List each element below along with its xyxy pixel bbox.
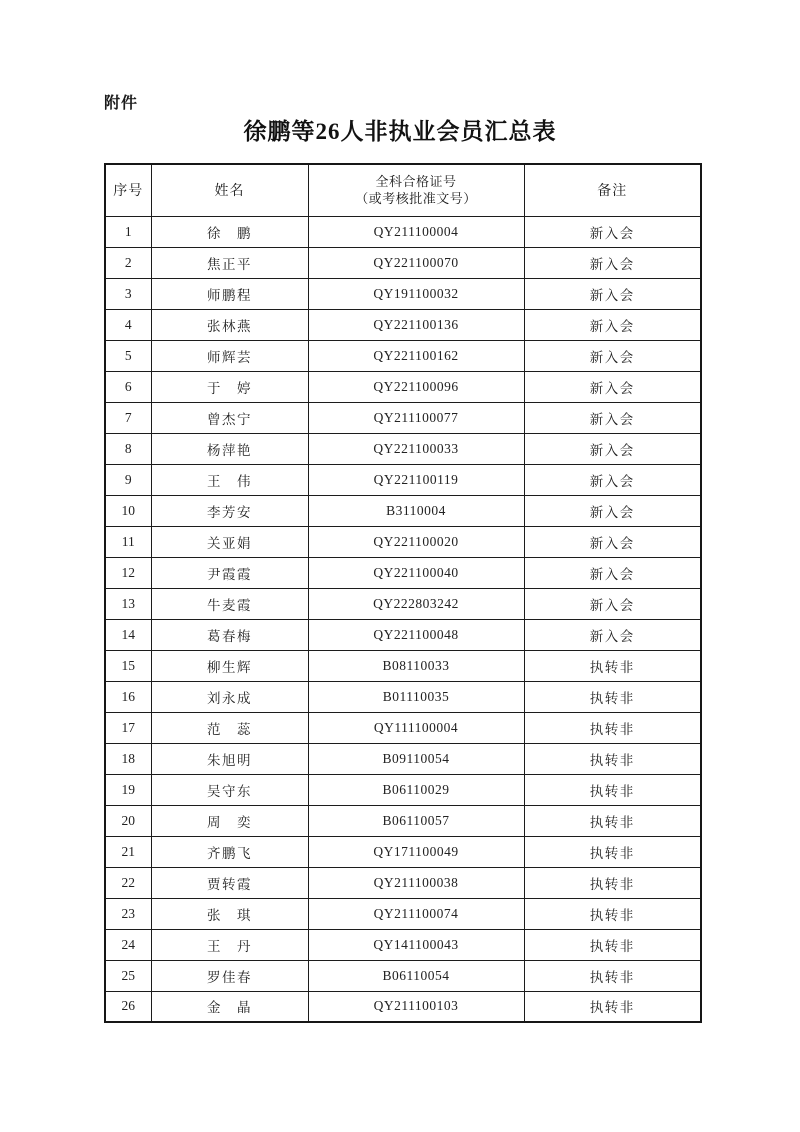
table-row <box>105 309 701 340</box>
row-number: 5 <box>105 340 151 371</box>
certificate-number: QY221100040 <box>308 557 524 588</box>
row-number: 14 <box>105 619 151 650</box>
table-row <box>105 402 701 433</box>
table-row <box>105 557 701 588</box>
row-number: 6 <box>105 371 151 402</box>
row-number: 25 <box>105 960 151 991</box>
header-serial-number: 序号 <box>105 164 151 216</box>
table-row <box>105 898 701 929</box>
table-row <box>105 433 701 464</box>
row-number: 13 <box>105 588 151 619</box>
member-name: 焦正平 <box>151 247 308 278</box>
certificate-number: QY221100070 <box>308 247 524 278</box>
certificate-number: QY222803242 <box>308 588 524 619</box>
row-number: 2 <box>105 247 151 278</box>
remark-value: 执转非 <box>524 712 701 743</box>
members-table <box>104 163 702 1023</box>
remark-value: 新入会 <box>524 216 701 247</box>
member-name: 范 蕊 <box>151 712 308 743</box>
member-name: 张 琪 <box>151 898 308 929</box>
certificate-number: B06110054 <box>308 960 524 991</box>
row-number: 22 <box>105 867 151 898</box>
certificate-number: B09110054 <box>308 743 524 774</box>
header-row <box>105 164 701 216</box>
member-name: 于 婷 <box>151 371 308 402</box>
member-name: 师鹏程 <box>151 278 308 309</box>
header-name: 姓名 <box>151 164 308 216</box>
member-name: 柳生辉 <box>151 650 308 681</box>
certificate-number: QY211100077 <box>308 402 524 433</box>
certificate-number: QY111100004 <box>308 712 524 743</box>
remark-value: 新入会 <box>524 278 701 309</box>
certificate-number: QY211100074 <box>308 898 524 929</box>
remark-value: 新入会 <box>524 619 701 650</box>
table-row <box>105 247 701 278</box>
row-number: 9 <box>105 464 151 495</box>
remark-value: 新入会 <box>524 309 701 340</box>
member-name: 王 伟 <box>151 464 308 495</box>
table-body <box>105 216 701 1022</box>
certificate-number: QY211100038 <box>308 867 524 898</box>
row-number: 18 <box>105 743 151 774</box>
page-title: 徐鹏等26人非执业会员汇总表 <box>243 119 557 144</box>
certificate-number: QY221100119 <box>308 464 524 495</box>
certificate-number: B06110057 <box>308 805 524 836</box>
remark-value: 新入会 <box>524 402 701 433</box>
row-number: 8 <box>105 433 151 464</box>
table-row <box>105 495 701 526</box>
certificate-number: QY221100033 <box>308 433 524 464</box>
remark-value: 新入会 <box>524 340 701 371</box>
remark-value: 执转非 <box>524 991 701 1022</box>
row-number: 26 <box>105 991 151 1022</box>
table-row <box>105 526 701 557</box>
table-row <box>105 743 701 774</box>
table-row <box>105 619 701 650</box>
member-name: 吴守东 <box>151 774 308 805</box>
member-name: 师辉芸 <box>151 340 308 371</box>
remark-value: 新入会 <box>524 588 701 619</box>
table-row <box>105 991 701 1022</box>
remark-value: 新入会 <box>524 433 701 464</box>
row-number: 15 <box>105 650 151 681</box>
remark-value: 执转非 <box>524 743 701 774</box>
certificate-number: QY221100136 <box>308 309 524 340</box>
member-name: 周 奕 <box>151 805 308 836</box>
member-name: 李芳安 <box>151 495 308 526</box>
table-row <box>105 588 701 619</box>
certificate-number: QY221100162 <box>308 340 524 371</box>
row-number: 3 <box>105 278 151 309</box>
row-number: 23 <box>105 898 151 929</box>
member-name: 王 丹 <box>151 929 308 960</box>
row-number: 16 <box>105 681 151 712</box>
table-row <box>105 216 701 247</box>
header-certificate-line2: （或考核批准文号） <box>355 191 477 207</box>
member-name: 朱旭明 <box>151 743 308 774</box>
member-name: 葛春梅 <box>151 619 308 650</box>
remark-value: 新入会 <box>524 247 701 278</box>
remark-value: 执转非 <box>524 805 701 836</box>
remark-value: 执转非 <box>524 836 701 867</box>
member-name: 曾杰宁 <box>151 402 308 433</box>
table-row <box>105 278 701 309</box>
certificate-number: B08110033 <box>308 650 524 681</box>
table-row <box>105 836 701 867</box>
member-name: 罗佳春 <box>151 960 308 991</box>
row-number: 4 <box>105 309 151 340</box>
header-remark: 备注 <box>524 164 701 216</box>
certificate-number: B06110029 <box>308 774 524 805</box>
row-number: 19 <box>105 774 151 805</box>
table-row <box>105 774 701 805</box>
table-row <box>105 805 701 836</box>
table-row <box>105 929 701 960</box>
row-number: 20 <box>105 805 151 836</box>
table-row <box>105 340 701 371</box>
remark-value: 执转非 <box>524 898 701 929</box>
row-number: 10 <box>105 495 151 526</box>
remark-value: 执转非 <box>524 650 701 681</box>
certificate-number: QY221100048 <box>308 619 524 650</box>
certificate-number: QY221100020 <box>308 526 524 557</box>
member-name: 杨萍艳 <box>151 433 308 464</box>
certificate-number: QY211100103 <box>308 991 524 1022</box>
remark-value: 执转非 <box>524 929 701 960</box>
row-number: 7 <box>105 402 151 433</box>
table-row <box>105 712 701 743</box>
certificate-number: QY141100043 <box>308 929 524 960</box>
table-row <box>105 371 701 402</box>
remark-value: 执转非 <box>524 681 701 712</box>
certificate-number: QY221100096 <box>308 371 524 402</box>
member-name: 贾转霞 <box>151 867 308 898</box>
certificate-number: B3110004 <box>308 495 524 526</box>
row-number: 21 <box>105 836 151 867</box>
certificate-number: QY171100049 <box>308 836 524 867</box>
table-row <box>105 960 701 991</box>
remark-value: 执转非 <box>524 774 701 805</box>
member-name: 牛麦霞 <box>151 588 308 619</box>
remark-value: 新入会 <box>524 495 701 526</box>
table-row <box>105 464 701 495</box>
certificate-number: QY211100004 <box>308 216 524 247</box>
remark-value: 新入会 <box>524 371 701 402</box>
row-number: 11 <box>105 526 151 557</box>
row-number: 17 <box>105 712 151 743</box>
certificate-number: QY191100032 <box>308 278 524 309</box>
certificate-number: B01110035 <box>308 681 524 712</box>
header-certificate-line1: 全科合格证号 <box>375 174 457 190</box>
table-row <box>105 650 701 681</box>
member-name: 齐鹏飞 <box>151 836 308 867</box>
row-number: 1 <box>105 216 151 247</box>
member-name: 徐 鹏 <box>151 216 308 247</box>
members-table-wrap <box>104 163 700 1023</box>
remark-value: 执转非 <box>524 960 701 991</box>
remark-value: 执转非 <box>524 867 701 898</box>
remark-value: 新入会 <box>524 557 701 588</box>
attachment-label: 附件 <box>104 95 139 112</box>
header-certificate-number <box>308 164 524 216</box>
row-number: 12 <box>105 557 151 588</box>
row-number: 24 <box>105 929 151 960</box>
table-row <box>105 867 701 898</box>
table-row <box>105 681 701 712</box>
member-name: 金 晶 <box>151 991 308 1022</box>
member-name: 刘永成 <box>151 681 308 712</box>
member-name: 尹霞霞 <box>151 557 308 588</box>
remark-value: 新入会 <box>524 464 701 495</box>
member-name: 张林燕 <box>151 309 308 340</box>
member-name: 关亚娟 <box>151 526 308 557</box>
remark-value: 新入会 <box>524 526 701 557</box>
